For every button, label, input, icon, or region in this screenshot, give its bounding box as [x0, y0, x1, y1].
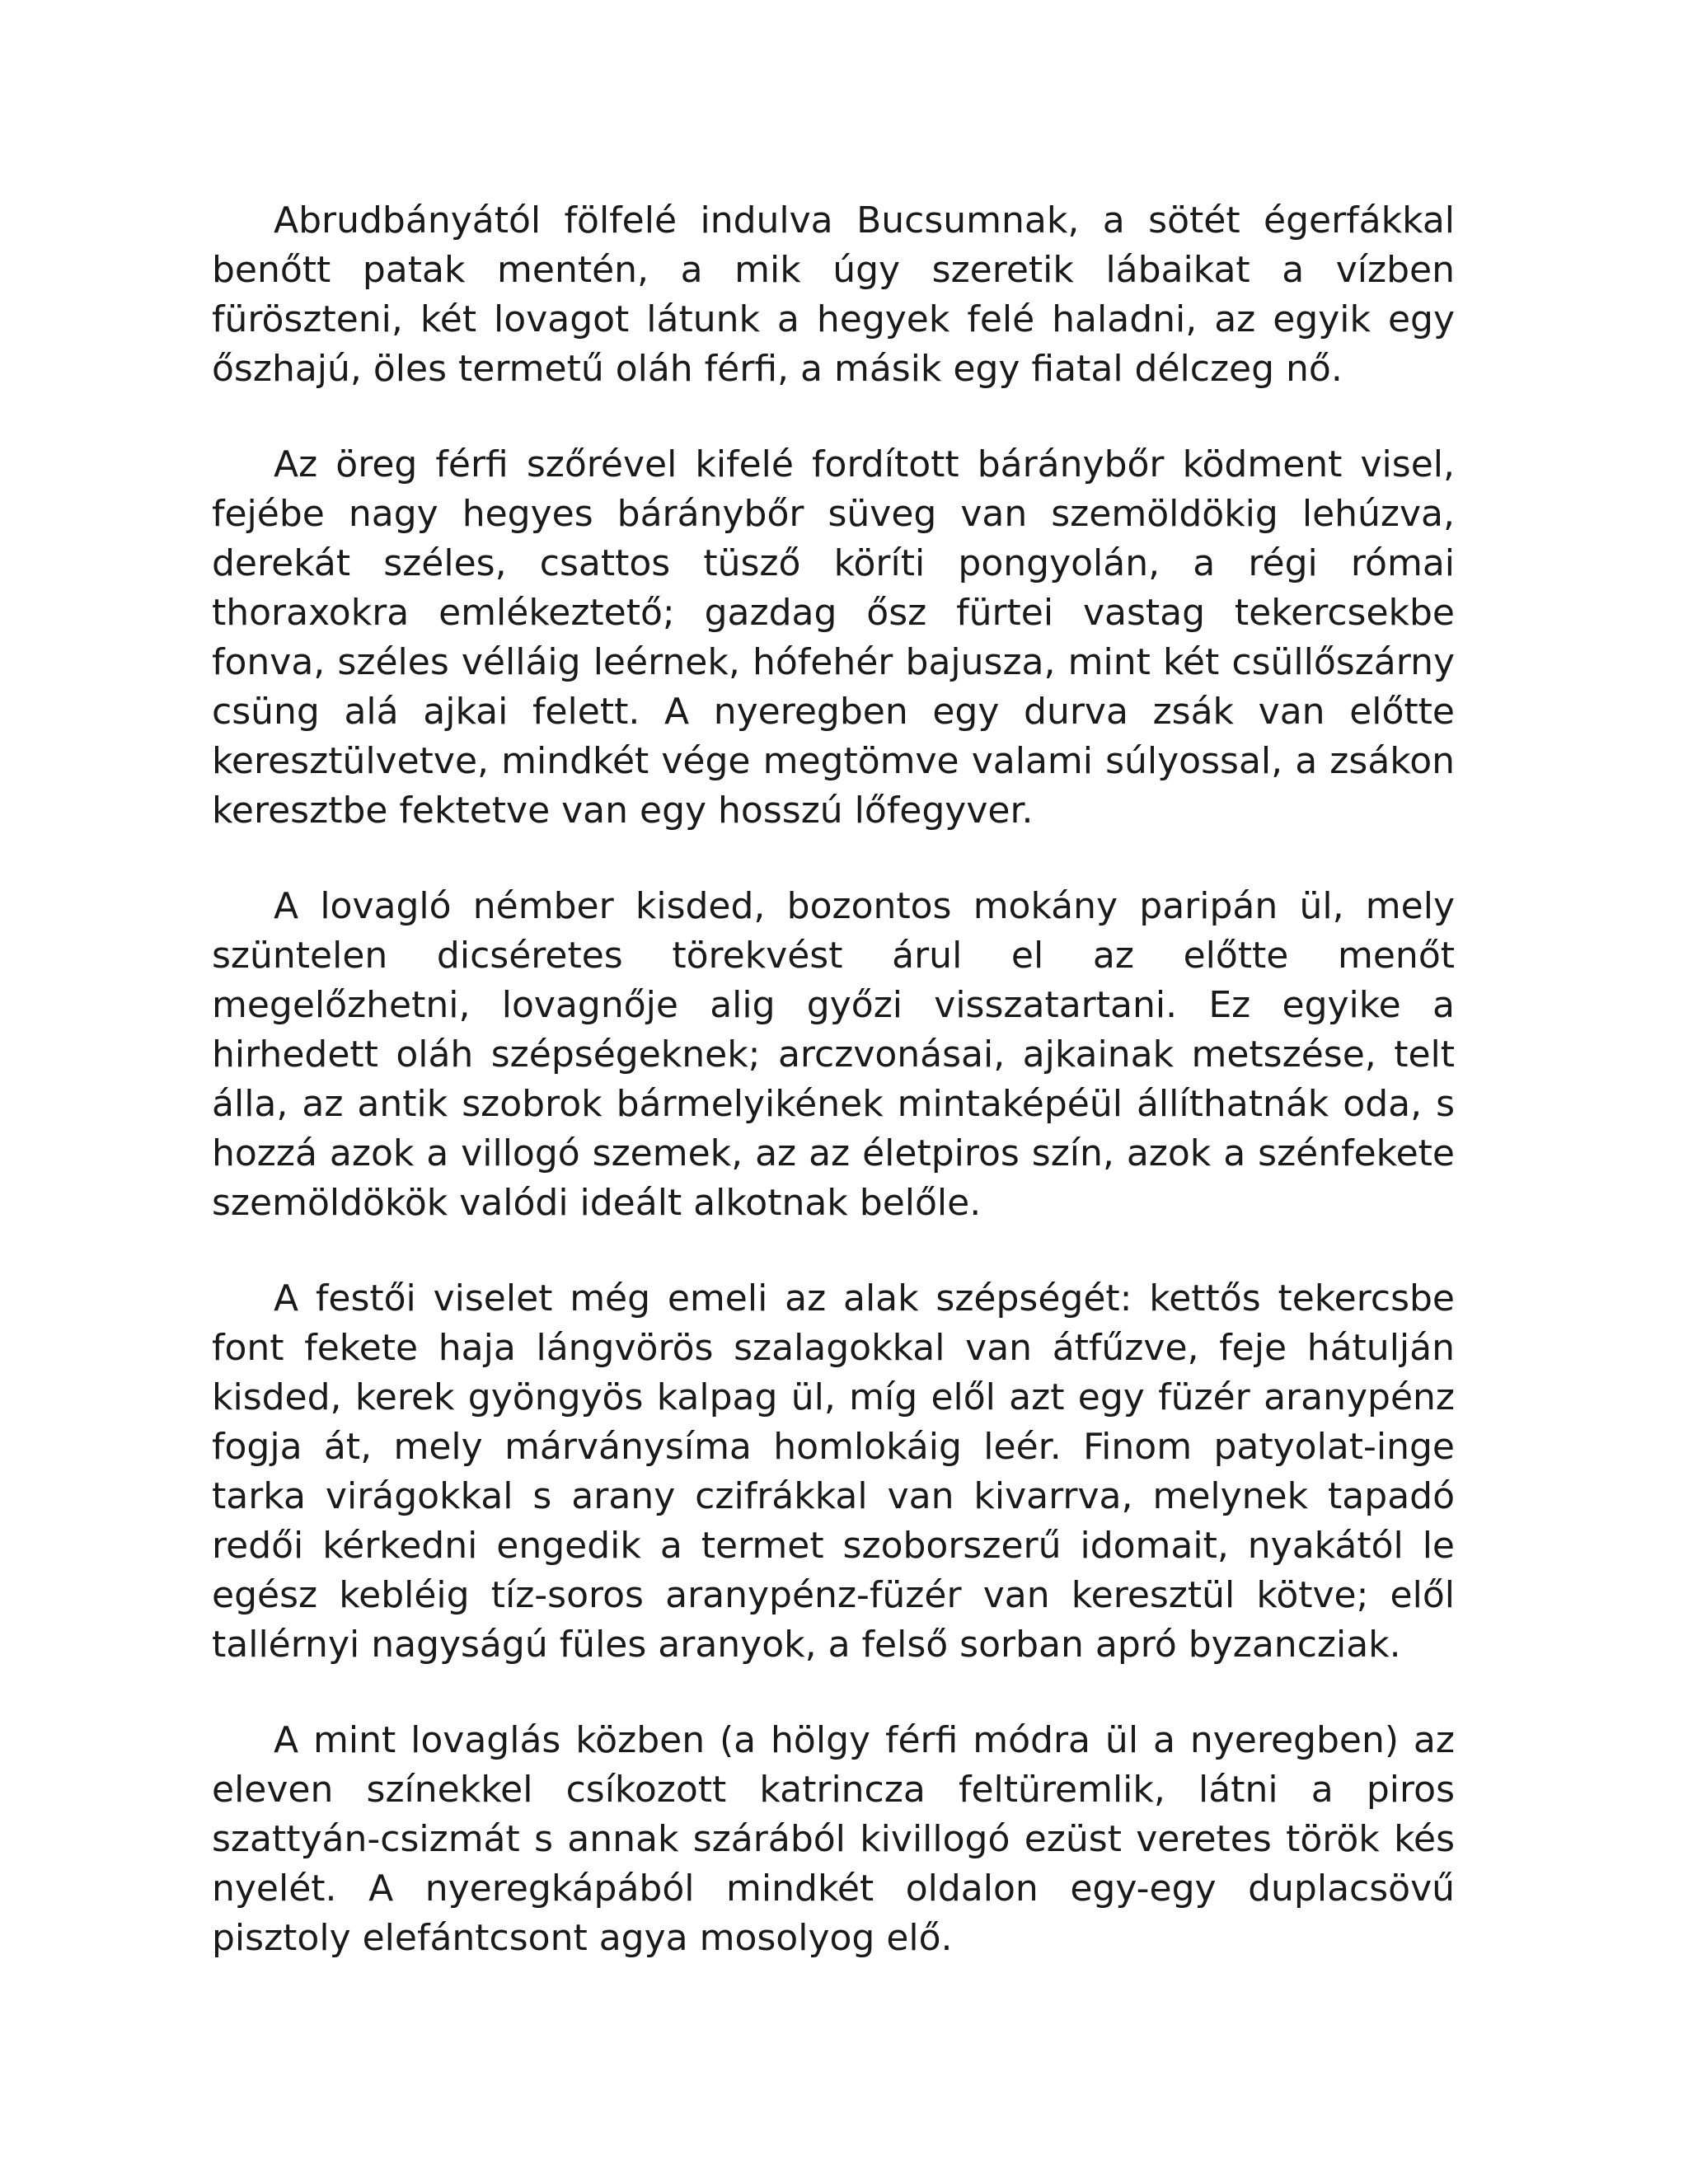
paragraph-2: Az öreg férfi szőrével kifelé fordított báránybőr ködment visel, fejébe nagy hegyes báránybőr süveg van szemöldökig lehúzva, derekát széles, csattos tüsző köríti pongyolán, a régi római thoraxokra emlékeztető; gazdag ősz fürtei vastag tekercsekbe fonva, széles vélláig leérnek, hófehér bajusza, mint két csüllőszárny csüng alá ajkai felett. A nyeregben egy durva zsák van előtte keresztülvetve, mindkét vége megtömve valami súlyossal, a zsákon keresztbe fektetve van egy hosszú lőfegyver.: [212, 443, 1455, 832]
paragraph-1: Abrudbányától fölfelé indulva Bucsumnak, a sötét égerfákkal benőtt patak mentén, a mik úgy szeretik lábaikat a vízben füröszteni, két lovagot látunk a hegyek felé haladni, az egyik egy őszhajú, öles termetű oláh férfi, a másik egy fiatal délczeg nő.: [212, 199, 1455, 390]
paragraph-3: A lovagló némber kisded, bozontos mokány paripán ül, mely szüntelen dicséretes törekvést árul el az előtte menőt megelőzhetni, lovagnője alig győzi visszatartani. Ez egyike a hirhedett oláh szépségeknek; arczvonásai, ajkainak metszése, telt álla, az antik szobrok bármelyikének mintaképéül állíthatnák oda, s hozzá azok a villogó szemek, az az életpiros szín, azok a szénfekete szemöldökök valódi ideált alkotnak belőle.: [212, 885, 1455, 1224]
paragraph-5: A mint lovaglás közben (a hölgy férfi módra ül a nyeregben) az eleven színekkel csíkozott katrincza feltüremlik, látni a piros szattyán-csizmát s annak szárából kivillogó ezüst veretes török kés nyelét. A nyeregkápából mindkét oldalon egy-egy duplacsövű pisztoly elefántcsont agya mosolyog elő.: [212, 1719, 1455, 1959]
paragraph-4: A festői viselet még emeli az alak szépségét: kettős tekercsbe font fekete haja lángvörös szalagokkal van átfűzve, feje hátulján kisded, kerek gyöngyös kalpag ül, míg elől azt egy füzér aranypénz fogja át, mely márványsíma homlokáig leér. Finom patyolat-inge tarka virágokkal s arany czifrákkal van kivarrva, melynek tapadó redői kérkedni engedik a termet szoborszerű idomait, nyakától le egész kebléig tíz-soros aranypénz-füzér van keresztül kötve; elől tallérnyi nagyságú füles aranyok, a felső sorban apró byzancziak.: [212, 1277, 1455, 1666]
body-text: [212, 196, 1455, 2009]
